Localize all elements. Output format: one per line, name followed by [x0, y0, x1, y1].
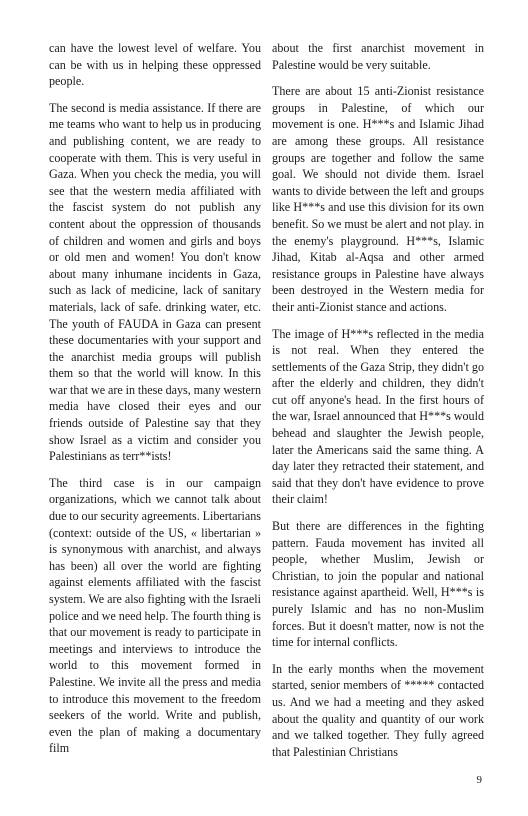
paragraph: The second is media assistance. If there are me teams who want to help us in producing and publishing content, we are ready to cooperate with them. This is very useful in Gaza. When you check the media, you will see that the western media affiliated with the fascist system do not publish any content about the oppression of thousands of children and women and girls and boys or old men and women! You don't know about many inhumane incidents in Gaza, such as lack of medicine, lack of sanitary materials, lack of safe. drinking water, etc. The youth of FAUDA in Gaza can present these documentaries with your support and the anarchist media groups will publish them so that the world will know. In this war that we are in these days, many western media have closed their eyes and our friends outside of Palestine say that they show Israel as a victim and consider you Palestinians as terr**ists!: [49, 100, 261, 464]
left-text-column: [49, 40, 261, 767]
page-number: 9: [476, 774, 482, 786]
paragraph: In the early months when the movement started, senior members of ***** contacted us. And we had a meeting and they asked about the quality and quantity of our work and we talked together. They fully agreed that Palestinian Christians: [272, 661, 484, 759]
paragraph: can have the lowest level of welfare. You can be with us in helping these oppressed people.: [49, 41, 261, 89]
paragraph: The third case is in our campaign organizations, which we cannot talk about due to our security agreements. Libertarians (context: outside of the US, « libertarian » is synonymous with anarchist, and always has been) all over the world are fighting against elements affiliated with the fascist system. We are also fighting with the Israeli police and we need help. The fourth thing is that our movement is ready to participate in meetings and interviews to introduce the world to this movement formed in Palestine. We invite all the press and media to introduce this movement to the freedom seekers of the world. Write and publish, even the plan of making a documentary film: [49, 475, 261, 756]
paragraph: The image of H***s reflected in the media is not real. When they entered the settlements of the Gaza Strip, they didn't go after the elderly and children, they didn't cut off anyone's head. In the first hours of the war, Israel announced that H***s would behead and slaughter the Jewish people, later the Americans said the same thing. A day later they retracted their statement, and said that they don't have evidence to prove their claim!: [272, 326, 484, 507]
paragraph: But there are differences in the fighting pattern. Fauda movement has invited all people, whether Muslim, Jewish or Christian, to join the popular and national resistance against apartheid. Well, H***s is purely Islamic and has no non-Muslim forces. But it doesn't matter, now is not the time for internal conflicts.: [272, 519, 484, 650]
paragraph: There are about 15 anti-Zionist resistance groups in Palestine, of which our movement is one. H***s and Islamic Jihad are among these groups. All resistance groups are together and follow the same goal. We should not divide them. Israel wants to divide between the left and groups like H***s and use this division for its own benefit. So we must be alert and not play. in the enemy's playground. H***s, Islamic Jihad, Kitab al-Aqsa and other armed resistance groups in Palestine have always been destroyed in the Western media for their anti-Zionist stance and actions.: [272, 84, 484, 314]
paragraph: about the first anarchist movement in Palestine would be very suitable.: [272, 41, 484, 72]
right-text-column: [272, 40, 484, 770]
